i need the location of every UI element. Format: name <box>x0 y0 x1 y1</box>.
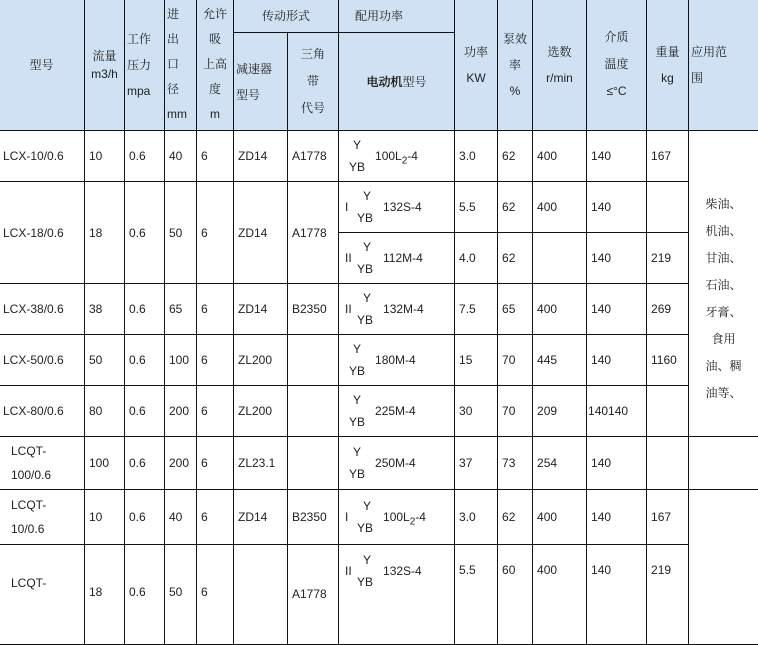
cell-weight: 219 <box>647 233 689 284</box>
table-row <box>0 386 758 437</box>
cell-outlet: 50 <box>165 545 197 645</box>
cell-pressure: 0.6 <box>125 182 165 284</box>
table-row <box>0 437 758 490</box>
cell-flow: 18 <box>85 545 125 645</box>
cell-model: LCQT- 10/0.6 <box>0 490 85 545</box>
cell-temp: 140 <box>587 545 647 645</box>
cell-speed: 400 <box>533 545 587 645</box>
cell-temp: 140 <box>587 437 647 490</box>
cell-model: LCX-10/0.6 <box>0 131 85 182</box>
cell-motor: II Y YB 132S-4 <box>339 545 455 645</box>
header-motor-model: 电动机型号 <box>339 33 455 131</box>
cell-power: 3.0 <box>455 490 498 545</box>
table-row <box>0 490 758 545</box>
cell-reducer: ZL23.1 <box>234 437 288 490</box>
table-row <box>0 284 758 335</box>
cell-temp: 140140 <box>587 386 647 437</box>
cell-temp: 140 <box>587 490 647 545</box>
header-power: 功率 KW <box>455 0 498 131</box>
cell-suction: 6 <box>197 386 234 437</box>
cell-power: 5.5 <box>455 545 498 645</box>
cell-motor: Y YB 250M-4 <box>339 437 455 490</box>
cell-power: 7.5 <box>455 284 498 335</box>
cell-belt <box>288 386 339 437</box>
cell-speed <box>533 233 587 284</box>
cell-flow: 10 <box>85 131 125 182</box>
cell-outlet: 100 <box>165 335 197 386</box>
cell-power: 15 <box>455 335 498 386</box>
cell-weight: 167 <box>647 131 689 182</box>
cell-power: 30 <box>455 386 498 437</box>
cell-motor: Y YB 180M-4 <box>339 335 455 386</box>
cell-suction: 6 <box>197 437 234 490</box>
cell-suction: 6 <box>197 284 234 335</box>
cell-reducer: ZL200 <box>234 386 288 437</box>
header-model: 型号 <box>0 0 85 131</box>
cell-reducer: ZD14 <box>234 490 288 545</box>
table-row <box>0 335 758 386</box>
cell-outlet: 40 <box>165 490 197 545</box>
cell-speed: 400 <box>533 490 587 545</box>
cell-power: 3.0 <box>455 131 498 182</box>
cell-speed: 254 <box>533 437 587 490</box>
cell-pressure: 0.6 <box>125 335 165 386</box>
cell-efficiency: 65 <box>498 284 533 335</box>
cell-flow: 100 <box>85 437 125 490</box>
cell-pressure: 0.6 <box>125 131 165 182</box>
header-drive: 传动形式 <box>234 0 339 33</box>
cell-belt: A1778 <box>288 131 339 182</box>
cell-suction: 6 <box>197 545 234 645</box>
cell-model: LCX-50/0.6 <box>0 335 85 386</box>
cell-suction: 6 <box>197 131 234 182</box>
cell-speed: 209 <box>533 386 587 437</box>
cell-model: LCQT- <box>0 545 85 645</box>
cell-power: 4.0 <box>455 233 498 284</box>
cell-temp: 140 <box>587 284 647 335</box>
cell-pressure: 0.6 <box>125 545 165 645</box>
header-weight: 重量 kg <box>647 0 689 131</box>
header-belt: 三角 带 代号 <box>288 33 339 131</box>
cell-model: LCQT- 100/0.6 <box>0 437 85 490</box>
cell-motor: Y YB $100L_2-4$ <box>339 131 455 182</box>
cell-outlet: 200 <box>165 386 197 437</box>
cell-efficiency: 70 <box>498 386 533 437</box>
cell-pressure: 0.6 <box>125 386 165 437</box>
cell-temp: 140 <box>587 131 647 182</box>
header-reducer: 减速器 型号 <box>234 33 288 131</box>
cell-weight <box>647 437 689 490</box>
header-row-1 <box>0 0 758 33</box>
cell-temp: 140 <box>587 233 647 284</box>
cell-model: LCX-80/0.6 <box>0 386 85 437</box>
header-application: 应用范 围 <box>689 0 758 131</box>
cell-pressure: 0.6 <box>125 437 165 490</box>
cell-belt: A1778 <box>288 182 339 284</box>
cell-efficiency: 62 <box>498 182 533 233</box>
cell-belt: B2350 <box>288 490 339 545</box>
cell-weight: 219 <box>647 545 689 645</box>
cell-flow: 18 <box>85 182 125 284</box>
cell-outlet: 50 <box>165 182 197 284</box>
cell-flow: 38 <box>85 284 125 335</box>
cell-power: 5.5 <box>455 182 498 233</box>
cell-motor: I Y YB $100L_2-4$ <box>339 490 455 545</box>
cell-pressure: 0.6 <box>125 284 165 335</box>
cell-efficiency: 62 <box>498 490 533 545</box>
cell-temp: 140 <box>587 182 647 233</box>
header-speed: 选数 r/min <box>533 0 587 131</box>
cell-reducer: ZD14 <box>234 284 288 335</box>
cell-weight <box>647 386 689 437</box>
cell-speed: 400 <box>533 131 587 182</box>
cell-flow: 80 <box>85 386 125 437</box>
cell-flow: 50 <box>85 335 125 386</box>
header-suction: 允许 吸 上高 度 m <box>197 0 234 131</box>
cell-speed: 400 <box>533 182 587 233</box>
cell-pressure: 0.6 <box>125 490 165 545</box>
header-medium-temp: 介质 温度 ≤°C <box>587 0 647 131</box>
cell-belt: B2350 <box>288 284 339 335</box>
cell-model: LCX-38/0.6 <box>0 284 85 335</box>
header-efficiency: 泵效 率 % <box>498 0 533 131</box>
cell-efficiency: 60 <box>498 545 533 645</box>
cell-efficiency: 62 <box>498 233 533 284</box>
cell-efficiency: 70 <box>498 335 533 386</box>
header-flow: 流量 m3/h <box>85 0 125 131</box>
cell-motor: II Y YB 132M-4 <box>339 284 455 335</box>
cell-motor: I Y YB 132S-4 <box>339 182 455 233</box>
cell-motor: II Y YB 112M-4 <box>339 233 455 284</box>
cell-reducer: ZD14 <box>234 131 288 182</box>
header-power-match: 配用功率 <box>339 0 455 33</box>
cell-reducer <box>234 545 288 645</box>
cell-outlet: 65 <box>165 284 197 335</box>
cell-motor: Y YB 225M-4 <box>339 386 455 437</box>
table-row <box>0 545 758 645</box>
table-row <box>0 131 758 182</box>
cell-belt <box>288 335 339 386</box>
table-row <box>0 182 758 233</box>
cell-weight: 1160 <box>647 335 689 386</box>
cell-efficiency: 73 <box>498 437 533 490</box>
cell-efficiency: 62 <box>498 131 533 182</box>
cell-speed: 445 <box>533 335 587 386</box>
cell-flow: 10 <box>85 490 125 545</box>
header-outlet: 进 出 口 径 mm <box>165 0 197 131</box>
cell-reducer: ZD14 <box>234 182 288 284</box>
cell-reducer: ZL200 <box>234 335 288 386</box>
cell-belt <box>288 437 339 490</box>
cell-suction: 6 <box>197 182 234 284</box>
cell-temp: 140 <box>587 335 647 386</box>
cell-weight: 269 <box>647 284 689 335</box>
cell-weight <box>647 182 689 233</box>
cell-power: 37 <box>455 437 498 490</box>
cell-speed: 400 <box>533 284 587 335</box>
cell-application-empty <box>689 490 758 645</box>
cell-belt: A1778 <box>288 545 339 645</box>
cell-outlet: 200 <box>165 437 197 490</box>
cell-outlet: 40 <box>165 131 197 182</box>
cell-application: 柴油、 机油、 甘油、 石油、 牙膏、 食用 油、稠 油等、 <box>689 131 758 437</box>
cell-suction: 6 <box>197 490 234 545</box>
cell-model: LCX-18/0.6 <box>0 182 85 284</box>
cell-suction: 6 <box>197 335 234 386</box>
header-pressure: 工作 压力 mpa <box>125 0 165 131</box>
cell-weight: 167 <box>647 490 689 545</box>
